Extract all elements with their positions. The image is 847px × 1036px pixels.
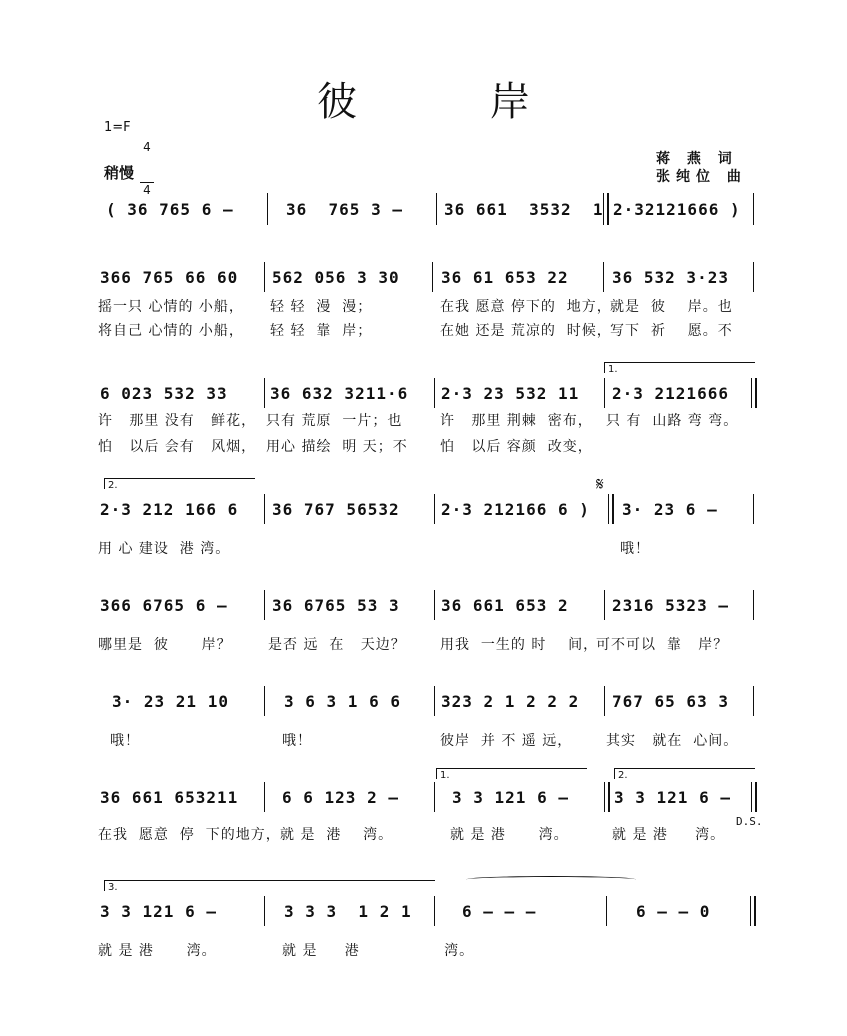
lyric: 许 那里 荆棘 密布，	[440, 413, 593, 429]
barline	[264, 590, 265, 620]
lyric: 用 心 建设 港 湾。	[98, 541, 231, 557]
barline	[267, 193, 268, 225]
lyric: 是否 远 在 天边？	[268, 637, 406, 653]
barline	[434, 782, 435, 812]
lyric: 怕 以后 会有 风烟，	[98, 439, 257, 455]
measure: 562 056 3 30	[272, 268, 400, 287]
lyric: 在我 愿意 停 下的地方，	[98, 827, 281, 843]
lyric: 哦！	[620, 541, 650, 557]
lyric: 只有 荒原 一片；也	[266, 413, 403, 429]
measure: 6 – – –	[462, 902, 537, 921]
measure: 36 532 3·23	[612, 268, 729, 287]
lyric: 就 是 港 湾。	[612, 827, 726, 843]
measure: 3· 23 6 –	[622, 500, 718, 519]
repeat-barline	[603, 193, 609, 225]
measure: 2·3 23 532 11	[441, 384, 580, 403]
barline	[604, 378, 605, 408]
volta-bracket	[104, 478, 255, 489]
barline	[753, 590, 754, 620]
measure: 2·3 212166 6 )	[441, 500, 590, 519]
volta-label: 2.	[618, 770, 628, 781]
lyric: 湾。	[406, 943, 475, 959]
key-signature: 1=F	[104, 120, 131, 135]
measure: 36 767 56532	[272, 500, 400, 519]
measure: 3 6 3 1 6 6	[284, 692, 401, 711]
measure: 3 3 3 1 2 1	[284, 902, 412, 921]
lyric: 其实 就在 心间。	[606, 733, 739, 749]
lyric: 哦！	[282, 733, 312, 749]
barline	[434, 494, 435, 524]
barline	[753, 686, 754, 716]
barline	[432, 262, 433, 292]
barline	[434, 590, 435, 620]
lyric: 彼岸 并 不 遥 远，	[440, 733, 573, 749]
lyric: 可不可以 靠 岸？	[596, 637, 729, 653]
time-signature	[140, 112, 154, 211]
measure: 36 661 653 2	[441, 596, 569, 615]
lyric: 就 是 港 湾。	[280, 827, 394, 843]
lyric: 摇一只 心情的 小船，	[98, 299, 244, 315]
repeat-barline	[604, 782, 610, 812]
measure: 2·3 2121666	[612, 384, 729, 403]
tempo-marking: 稍慢	[104, 164, 135, 182]
barline	[436, 193, 437, 225]
barline	[264, 494, 265, 524]
barline	[753, 494, 754, 524]
lyric: 只 有 山路 弯 弯。	[606, 413, 739, 429]
lyric: 轻 轻 漫 漫；	[270, 299, 373, 315]
barline	[264, 262, 265, 292]
measure: 36 661 3532 1	[444, 200, 604, 219]
barline	[264, 782, 265, 812]
measure: 2316 5323 –	[612, 596, 729, 615]
measure: 366 765 66 60	[100, 268, 239, 287]
time-signature-bottom: 4	[140, 182, 154, 197]
lyric: 用我 一生的 时 间，	[440, 637, 599, 653]
volta-bracket	[604, 362, 755, 373]
lyric: 就 是 港	[282, 943, 360, 959]
lyric: 用心 描绘 明 天；不	[266, 439, 408, 455]
barline	[604, 686, 605, 716]
lyric: 在她 还是 荒凉的 时候，	[440, 323, 612, 339]
barline	[603, 262, 604, 292]
barline	[434, 686, 435, 716]
barline	[753, 262, 754, 292]
lyric: 将自己 心情的 小船，	[98, 323, 244, 339]
barline	[434, 896, 435, 926]
measure: 3 3 121 6 –	[614, 788, 731, 807]
volta-bracket	[614, 768, 755, 779]
lyric: 就 是 港 湾。	[98, 943, 217, 959]
measure: 366 6765 6 –	[100, 596, 228, 615]
volta-label: 3.	[108, 882, 118, 893]
measure: 36 632 3211·6	[270, 384, 409, 403]
lyric: 怕 以后 容颜 改变，	[440, 439, 593, 455]
final-barline	[750, 896, 756, 926]
measure: 767 65 63 3	[612, 692, 729, 711]
repeat-barline	[751, 378, 757, 408]
barline	[434, 378, 435, 408]
measure: 2·3 212 166 6	[100, 500, 239, 519]
lyric: 就是 彼 岸。也	[610, 299, 733, 315]
barline	[264, 378, 265, 408]
tie-arc	[466, 876, 636, 883]
barline	[606, 896, 607, 926]
lyric: 哦！	[110, 733, 140, 749]
measure: 2·32121666 )	[613, 200, 741, 219]
volta-label: 2.	[108, 480, 118, 491]
barline	[264, 686, 265, 716]
lyric: 哪里是 彼 岸？	[98, 637, 232, 653]
measure: 6 – – 0	[636, 902, 711, 921]
volta-bracket	[104, 880, 435, 891]
barline	[753, 193, 754, 225]
volta-label: 1.	[440, 770, 450, 781]
lyric: 就 是 港 湾。	[450, 827, 569, 843]
lyric: 在我 愿意 停下的 地方，	[440, 299, 612, 315]
barline	[604, 590, 605, 620]
measure: ( 36 765 6 –	[106, 200, 234, 219]
measure: 3 3 121 6 –	[100, 902, 217, 921]
lyric: 许 那里 没有 鲜花，	[98, 413, 257, 429]
lyric: 写下 祈 愿。不	[610, 323, 733, 339]
ds-marking: D.S.	[736, 815, 763, 828]
measure: 36 661 653211	[100, 788, 239, 807]
segno-icon: 𝄋	[596, 474, 604, 495]
repeat-barline	[608, 494, 614, 524]
time-signature-top: 4	[143, 140, 151, 154]
measure: 36 61 653 22	[441, 268, 569, 287]
lyric: 轻 轻 靠 岸；	[270, 323, 373, 339]
measure: 36 6765 53 3	[272, 596, 400, 615]
volta-label: 1.	[608, 364, 618, 375]
measure: 6 023 532 33	[100, 384, 228, 403]
song-title: 彼 岸	[317, 79, 590, 125]
lyricist-credit: 蒋 燕 词	[656, 151, 738, 167]
barline	[264, 896, 265, 926]
composer-credit: 张纯位 曲	[656, 169, 747, 185]
final-barline	[751, 782, 757, 812]
measure: 3· 23 21 10	[112, 692, 229, 711]
measure: 323 2 1 2 2 2	[441, 692, 580, 711]
measure: 3 3 121 6 –	[452, 788, 569, 807]
volta-bracket	[436, 768, 587, 779]
measure: 6 6 123 2 –	[282, 788, 399, 807]
measure: 36 765 3 –	[286, 200, 403, 219]
